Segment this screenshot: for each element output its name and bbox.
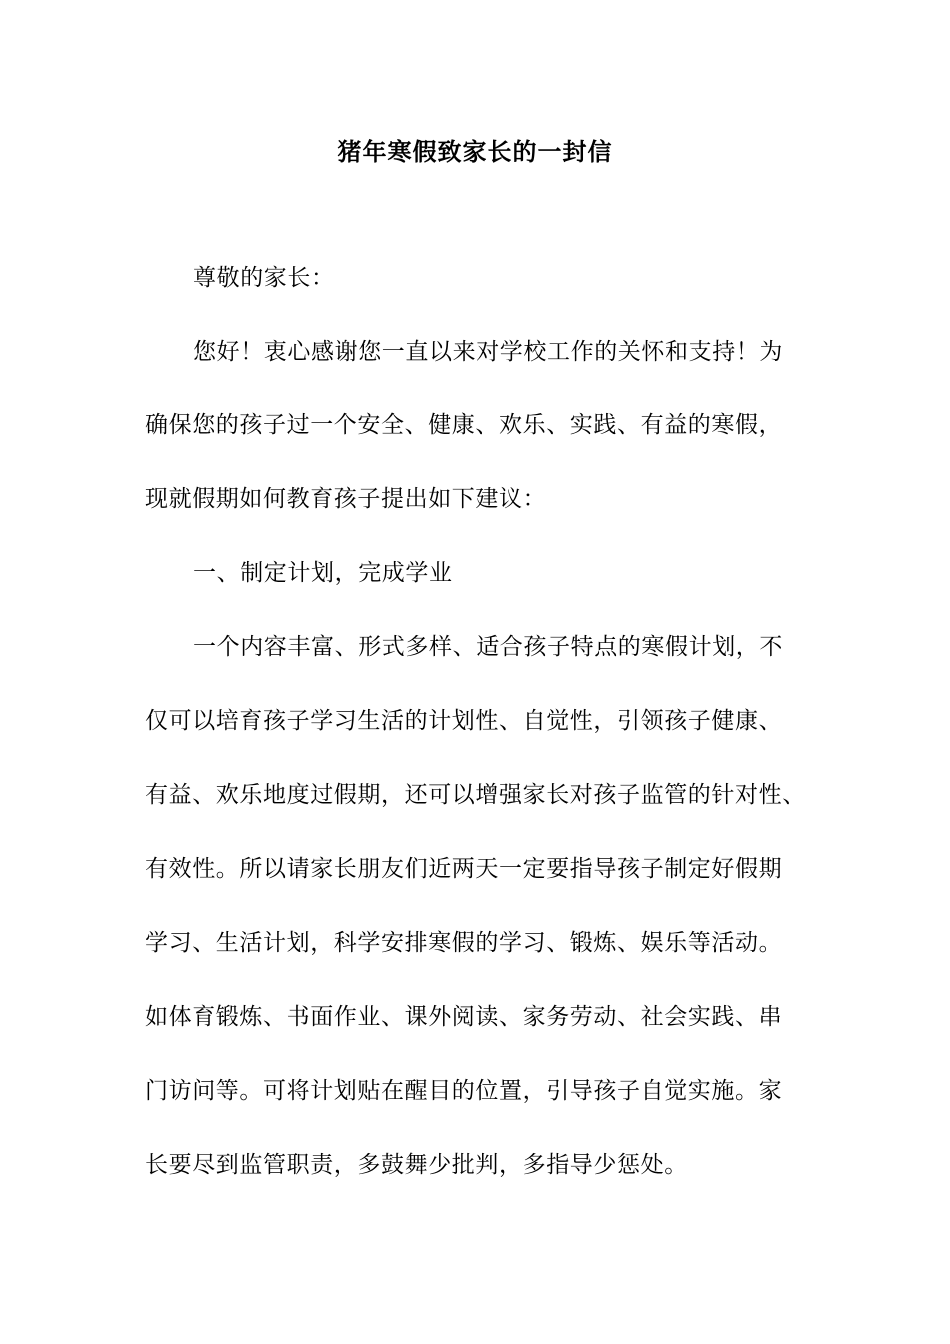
body-line: 现就假期如何教育孩子提出如下建议：: [145, 486, 547, 512]
body-line: 门访问等。可将计划贴在醒目的位置，引导孩子自觉实施。家: [145, 1078, 783, 1104]
body-line: 有益、欢乐地度过假期，还可以增强家长对孩子监管的针对性、: [145, 782, 806, 808]
body-line: 长要尽到监管职责，多鼓舞少批判，多指导少惩处。: [145, 1152, 688, 1178]
body-line: 有效性。所以请家长朋友们近两天一定要指导孩子制定好假期: [145, 856, 783, 882]
document-title: 猪年寒假致家长的一封信: [337, 137, 613, 166]
section-heading: 一、制定计划，完成学业: [193, 560, 453, 586]
body-line: 一个内容丰富、形式多样、适合孩子特点的寒假计划，不: [193, 634, 783, 660]
body-line: 学习、生活计划，科学安排寒假的学习、锻炼、娱乐等活动。: [145, 930, 783, 956]
body-line: 仅可以培育孩子学习生活的计划性、自觉性，引领孩子健康、: [145, 708, 783, 734]
body-line: 确保您的孩子过一个安全、健康、欢乐、实践、有益的寒假，: [145, 412, 783, 438]
body-line: 如体育锻炼、书面作业、课外阅读、家务劳动、社会实践、串: [145, 1004, 783, 1030]
salutation-line: 尊敬的家长：: [193, 265, 335, 291]
body-line: 您好！衷心感谢您一直以来对学校工作的关怀和支持！为: [193, 339, 783, 365]
